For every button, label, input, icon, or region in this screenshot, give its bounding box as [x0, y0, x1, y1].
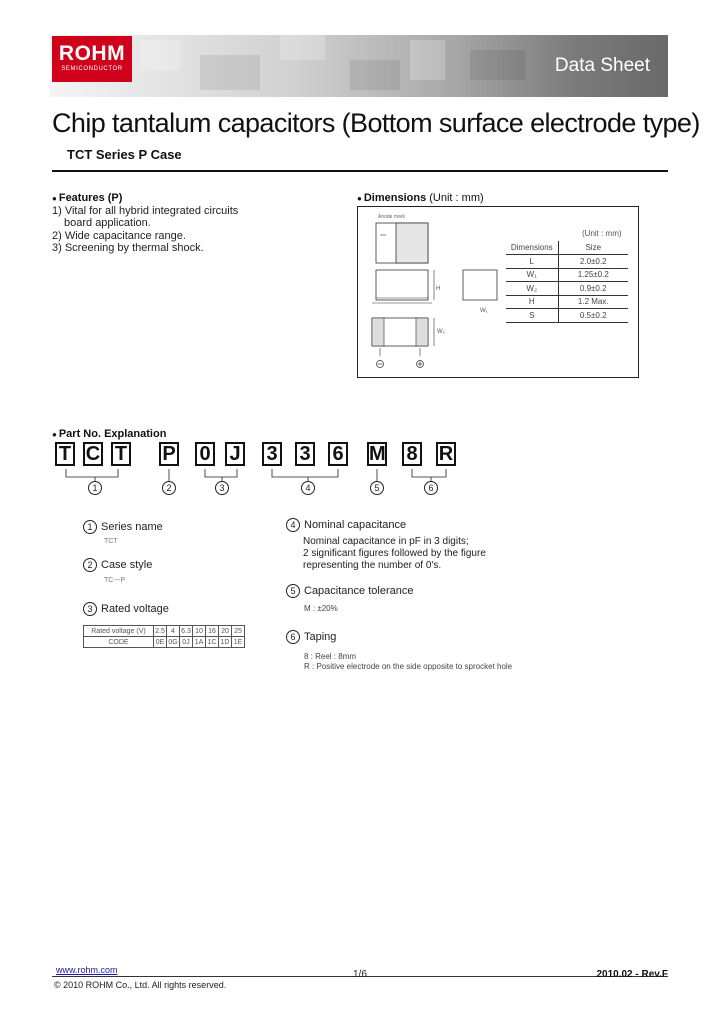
pn-char: P: [159, 442, 179, 466]
pn-char: T: [111, 442, 131, 466]
part-number-index: 2: [162, 481, 176, 495]
svg-text:H: H: [436, 286, 441, 292]
pn-char: T: [55, 442, 75, 466]
table-row: Dimensions Size: [506, 241, 628, 255]
part-number-index: 4: [301, 481, 315, 495]
part-number-index: 6: [424, 481, 438, 495]
feature-item: board application.: [64, 217, 151, 230]
rated-voltage-table: [83, 625, 245, 648]
pn-char: C: [83, 442, 103, 466]
table-row: H 1.2 Max.: [506, 295, 628, 309]
anode-mark-label: Anode mark: [378, 214, 405, 220]
bullet-icon: ●: [52, 194, 57, 203]
pn-char: R: [436, 442, 456, 466]
pn-char: 8: [402, 442, 422, 466]
svg-text:W₂: W₂: [437, 329, 445, 335]
page-title: Chip tantalum capacitors (Bottom surface electrode type): [52, 108, 700, 138]
pn-char: 6: [328, 442, 348, 466]
pn-char: J: [225, 442, 245, 466]
part-number-index: 3: [215, 481, 229, 495]
taping-heading: 6 Taping: [286, 630, 336, 644]
table-row: L 2.0±0.2: [506, 255, 628, 269]
table-row: W₁ 1.25±0.2: [506, 268, 628, 282]
features-list: [52, 205, 238, 254]
doc-type-label: Data Sheet: [554, 55, 650, 76]
rohm-website-link[interactable]: www.rohm.com: [56, 965, 118, 975]
part-number-index: 1: [88, 481, 102, 495]
pn-char: 3: [262, 442, 282, 466]
logo-text: ROHM: [58, 42, 126, 65]
pn-char: 0: [195, 442, 215, 466]
revision: 2010.02 - Rev.F: [596, 969, 668, 980]
part-no-heading: ● Part No. Explanation: [52, 428, 167, 440]
table-row: S 0.5±0.2: [506, 309, 628, 323]
svg-text:W₁: W₁: [480, 308, 488, 314]
series-name-value: TCT: [104, 538, 118, 545]
pn-char: 3: [295, 442, 315, 466]
dimensions-heading: ● Dimensions (Unit : mm): [357, 192, 484, 204]
table-row: W₂ 0.9±0.2: [506, 282, 628, 296]
page-number: 1/6: [353, 969, 367, 980]
feature-item: 2) Wide capacitance range.: [52, 229, 186, 242]
table-row: Rated voltage (V) 2.5 4 6.3 10 16 20 25: [84, 626, 245, 637]
table-row: CODE 0E 0G 0J 1A 1C 1D 1E: [84, 637, 245, 648]
title-divider: [52, 170, 668, 172]
nominal-capacitance-desc: Nominal capacitance in pF in 3 digits; 2 significant figures followed by the figure representing the number of 0's.: [303, 536, 486, 571]
rohm-logo[interactable]: [52, 36, 132, 82]
case-style-heading: 2 Case style: [83, 558, 152, 572]
capacitance-tolerance-value: M : ±20%: [304, 604, 338, 613]
copyright: © 2010 ROHM Co., Ltd. All rights reserved.: [54, 980, 227, 990]
bullet-icon: ●: [357, 194, 362, 203]
dimensions-table: [506, 241, 628, 323]
series-name-heading: 1 Series name: [83, 520, 163, 534]
part-number-index: 5: [370, 481, 384, 495]
nominal-capacitance-heading: 4 Nominal capacitance: [286, 518, 406, 532]
rated-voltage-heading: 3 Rated voltage: [83, 602, 169, 616]
feature-item: 1) Vital for all hybrid integrated circuits: [52, 205, 239, 217]
features-heading: ● Features (P): [52, 192, 123, 204]
logo-subtext: SEMICONDUCTOR: [61, 66, 123, 72]
case-style-value: TC---P: [104, 577, 125, 584]
capacitance-tolerance-heading: 5 Capacitance tolerance: [286, 584, 413, 598]
page-subtitle: TCT Series P Case: [67, 147, 182, 162]
taping-desc: 8 : Reel : 8mm R : Positive electrode on the side opposite to sprocket hole: [304, 652, 513, 671]
unit-note: (Unit : mm): [582, 229, 622, 238]
pn-char: M: [369, 443, 386, 465]
feature-item: 3) Screening by thermal shock.: [52, 241, 204, 254]
bullet-icon: ●: [52, 430, 57, 439]
